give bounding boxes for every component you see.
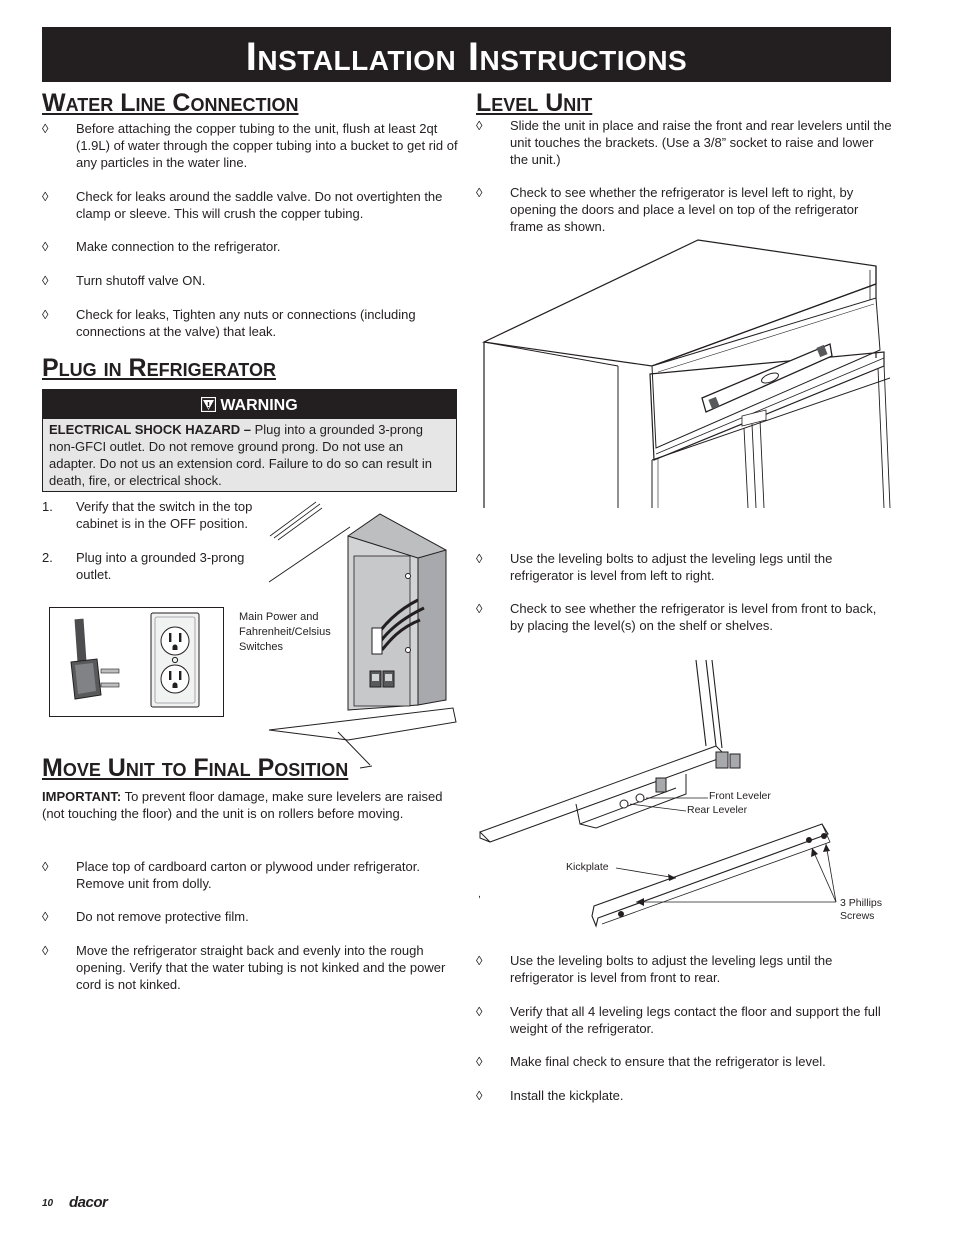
warning-text: Plug into a grounded 3-prong non-GFCI outlet. Do not remove ground prong. Do not use an adapter. Do not us an extension cord. Failure to do so can result in death, fire, or electrical shock. (49, 422, 433, 488)
bullet-mark: ◊ (42, 909, 49, 924)
list-item-text: Check for leaks, Tighten any nuts or connections (including connections at the valve) that leak. (76, 307, 416, 339)
bullet-mark: ◊ (476, 953, 483, 968)
brand-logo: dacor (69, 1194, 108, 1211)
switches-caption: Main Power and Fahrenheit/Celsius Switches (239, 611, 331, 653)
list-item-text: Use the leveling bolts to adjust the leveling legs until the refrigerator is level from left to right. (510, 551, 833, 583)
bullet-mark: ◊ (42, 121, 49, 136)
bullet-mark: ◊ (476, 1088, 483, 1103)
list-item-text: Verify that all 4 leveling legs contact the floor and support the full weight of the refrigerator. (510, 1004, 881, 1036)
warning-icon (201, 397, 216, 412)
page-title: Installation Instructions (42, 27, 891, 82)
leveler-kickplate-illustration (476, 656, 896, 966)
plug-outlet-illustration (49, 607, 225, 718)
kickplate-label: Kickplate (566, 861, 609, 873)
bullet-mark: ◊ (42, 307, 49, 322)
plug-in-heading: Plug in Refrigerator (42, 354, 276, 382)
water-line-heading: Water Line Connection (42, 89, 299, 117)
list-item-text: Check for leaks around the saddle valve. Do not overtighten the clamp or sleeve. This will crush the copper tubing. (76, 189, 443, 221)
rear-leveler-label: Rear Leveler (687, 804, 748, 816)
list-item-text: Make connection to the refrigerator. (76, 239, 281, 254)
list-item-text: Move the refrigerator straight back and evenly into the rough opening. Verify that the water tubing is not kinked and the power cord is not kinked. (76, 943, 446, 992)
step-number: 2. (42, 550, 53, 565)
bullet-mark: ◊ (476, 551, 483, 566)
warning-header (43, 390, 456, 419)
list-item-text: Place top of cardboard carton or plywood under refrigerator. Remove unit from dolly. (76, 859, 420, 891)
bullet-mark: ◊ (42, 189, 49, 204)
level-unit-heading: Level Unit (476, 89, 593, 117)
switch-cabinet-illustration (268, 500, 458, 772)
warning-bold-text: ELECTRICAL SHOCK HAZARD – (49, 422, 251, 437)
step-text: Plug into a grounded 3-prong outlet. (76, 550, 245, 582)
list-item-text: Use the leveling bolts to adjust the leveling legs until the refrigerator is level from front to rear. (510, 953, 833, 985)
bullet-mark: ◊ (476, 185, 483, 200)
bullet-mark: ◊ (42, 273, 49, 288)
step-number: 1. (42, 499, 53, 514)
level-frame-illustration (480, 238, 892, 510)
bullet-mark: ◊ (42, 239, 49, 254)
bullet-mark: ◊ (42, 859, 49, 874)
list-item-text: Make final check to ensure that the refrigerator is level. (510, 1054, 826, 1069)
important-label: IMPORTANT: (42, 789, 122, 804)
bullet-mark: ◊ (476, 118, 483, 133)
bullet-mark: ◊ (476, 601, 483, 616)
list-item-text: Do not remove protective film. (76, 909, 249, 924)
list-item-text: Install the kickplate. (510, 1088, 624, 1103)
warning-label: WARNING (220, 397, 298, 414)
move-unit-heading: Move Unit to Final Position (42, 754, 349, 782)
list-item-text: Turn shutoff valve ON. (76, 273, 206, 288)
list-item-text: Before attaching the copper tubing to the unit, flush at least 2qt (1.9L) of water through the copper tubing into a bucket to get rid of any particles in the water line. (76, 121, 458, 170)
bullet-mark: ◊ (476, 1004, 483, 1019)
list-item-text: Check to see whether the refrigerator is level left to right, by opening the doors and place a level on top of the refrigerator frame as shown. (510, 185, 859, 234)
bullet-mark: ◊ (476, 1054, 483, 1069)
front-leveler-label: Front Leveler (709, 790, 771, 802)
bullet-mark: ◊ (42, 943, 49, 958)
page-number: 10 (42, 1198, 54, 1209)
important-text: To prevent floor damage, make sure levelers are raised (not touching the floor) and the unit is on rollers before moving. (42, 789, 443, 821)
warning-box (42, 389, 457, 492)
screws-label: 3 Phillips Screws (840, 897, 883, 922)
list-item-text: Check to see whether the refrigerator is level from front to back, by placing the level(s) on the shelf or shelves. (510, 601, 877, 633)
step-text: Verify that the switch in the top cabinet is in the OFF position. (76, 499, 253, 531)
list-item-text: Slide the unit in place and raise the front and rear levelers until the unit touches the brackets. (Use a 3/8” socket to raise and lower the unit.) (510, 118, 892, 167)
stray-mark: , (478, 888, 481, 900)
warning-body (49, 421, 450, 489)
important-note (42, 788, 458, 822)
